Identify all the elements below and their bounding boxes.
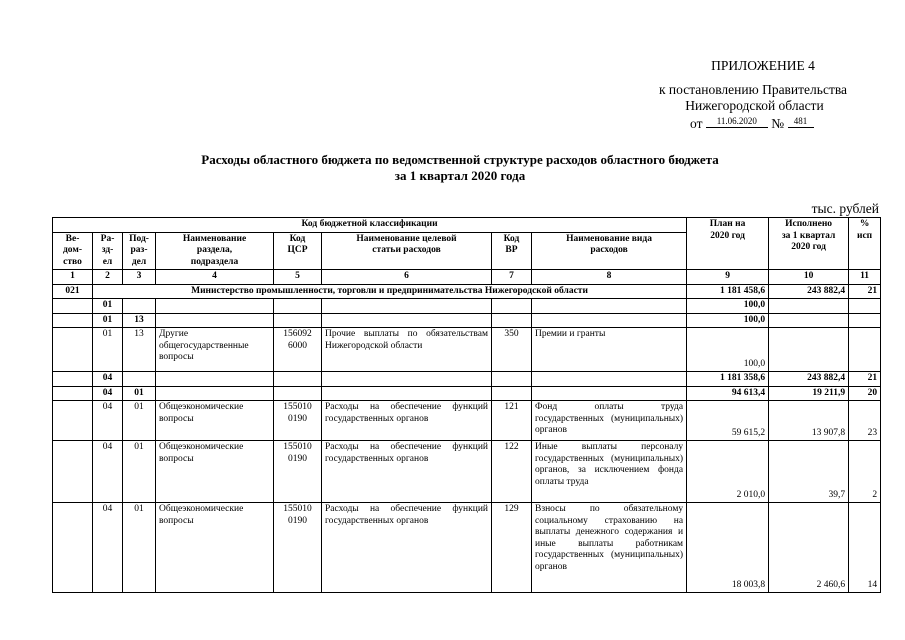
table-row — [53, 313, 881, 328]
vr-cell: 129 — [492, 503, 532, 593]
ministry-plan: 1 181 458,6 — [687, 284, 769, 299]
razdel-cell: 04 — [93, 372, 123, 387]
csr-cell: 155010 0190 — [274, 441, 322, 503]
plan-cell: 1 181 358,6 — [687, 372, 769, 387]
kind-name-cell: Премии и гранты — [532, 328, 687, 372]
plan-cell: 94 613,4 — [687, 386, 769, 401]
col-number: 5 — [274, 270, 322, 285]
target-name-cell — [322, 386, 492, 401]
vedomstvo-cell — [53, 299, 93, 314]
razdel-cell: 01 — [93, 313, 123, 328]
section-name-cell: Общеэкономические вопросы — [156, 503, 274, 593]
done-cell: 2 460,6 — [769, 503, 849, 593]
razdel-cell: 04 — [93, 441, 123, 503]
col-header-vedomstvo: Ве- дом- ство — [53, 232, 93, 270]
section-name-cell — [156, 299, 274, 314]
section-name-cell: Другие общегосударственные вопросы — [156, 328, 274, 372]
section-name-cell — [156, 372, 274, 387]
table-row — [53, 503, 881, 593]
col-header-kind: Наименование вида расходов — [532, 232, 687, 270]
kind-name-cell: Фонд оплаты труда государственных (муниципальных) органов — [532, 401, 687, 441]
table-row — [53, 299, 881, 314]
target-name-cell: Расходы на обеспечение функций государственных органов — [322, 503, 492, 593]
razdel-cell: 01 — [93, 328, 123, 372]
kind-name-cell: Иные выплаты персоналу государственных (муниципальных) органов, за исключением фонда оплаты труда — [532, 441, 687, 503]
col-header-csr: Код ЦСР — [274, 232, 322, 270]
section-name-cell: Общеэкономические вопросы — [156, 441, 274, 503]
appendix-label: ПРИЛОЖЕНИЕ 4 — [711, 58, 815, 73]
units-label: тыс. рублей — [811, 201, 879, 216]
vr-cell — [492, 313, 532, 328]
region-label: Нижегородской области — [685, 98, 824, 113]
vr-cell — [492, 372, 532, 387]
podrazdel-cell: 01 — [123, 503, 156, 593]
csr-cell: 156092 6000 — [274, 328, 322, 372]
plan-cell: 18 003,8 — [687, 503, 769, 593]
plan-cell: 100,0 — [687, 299, 769, 314]
target-name-cell: Прочие выплаты по обязательствам Нижегородской области — [322, 328, 492, 372]
vr-cell: 121 — [492, 401, 532, 441]
vr-cell: 350 — [492, 328, 532, 372]
ministry-name: Министерство промышленности, торговли и предпринимательства Нижегородской области — [93, 284, 687, 299]
kind-name-cell — [532, 372, 687, 387]
resolution-number: 481 — [788, 116, 814, 128]
target-name-cell — [322, 313, 492, 328]
vedomstvo-cell — [53, 328, 93, 372]
col-number: 8 — [532, 270, 687, 285]
target-name-cell: Расходы на обеспечение функций государственных органов — [322, 441, 492, 503]
pct-cell: 21 — [849, 372, 881, 387]
col-header-name: Наименование раздела, подраздела — [156, 232, 274, 270]
kind-name-cell — [532, 299, 687, 314]
target-name-cell: Расходы на обеспечение функций государственных органов — [322, 401, 492, 441]
plan-cell: 59 615,2 — [687, 401, 769, 441]
col-number: 1 — [53, 270, 93, 285]
title-line-2: за 1 квартал 2020 года — [394, 168, 526, 183]
razdel-cell: 01 — [93, 299, 123, 314]
pct-cell: 23 — [849, 401, 881, 441]
section-name-cell: Общеэкономические вопросы — [156, 401, 274, 441]
col-header-target: Наименование целевой статьи расходов — [322, 232, 492, 270]
plan-cell: 100,0 — [687, 328, 769, 372]
vr-cell: 122 — [492, 441, 532, 503]
razdel-cell: 04 — [93, 386, 123, 401]
csr-cell — [274, 299, 322, 314]
vedomstvo-cell — [53, 313, 93, 328]
pct-cell: 14 — [849, 503, 881, 593]
vedomstvo-cell — [53, 372, 93, 387]
ministry-code: 021 — [53, 284, 93, 299]
podrazdel-cell: 01 — [123, 401, 156, 441]
title-line-1: Расходы областного бюджета по ведомственной структуре расходов областного бюджета — [201, 152, 719, 167]
plan-cell: 2 010,0 — [687, 441, 769, 503]
podrazdel-cell — [123, 299, 156, 314]
pct-cell — [849, 313, 881, 328]
table-row — [53, 372, 881, 387]
section-name-cell — [156, 386, 274, 401]
table-row — [53, 386, 881, 401]
csr-cell — [274, 313, 322, 328]
vedomstvo-cell — [53, 441, 93, 503]
razdel-cell: 04 — [93, 503, 123, 593]
col-number: 2 — [93, 270, 123, 285]
podrazdel-cell: 01 — [123, 386, 156, 401]
pct-cell — [849, 299, 881, 314]
vr-cell — [492, 299, 532, 314]
podrazdel-cell — [123, 372, 156, 387]
csr-cell: 155010 0190 — [274, 503, 322, 593]
col-number: 3 — [123, 270, 156, 285]
col-header-plan: План на 2020 год — [687, 218, 769, 270]
pct-cell: 2 — [849, 441, 881, 503]
ministry-row — [53, 284, 881, 299]
done-cell — [769, 313, 849, 328]
col-header-pct: % исп — [849, 218, 881, 270]
page-title — [120, 152, 800, 184]
podrazdel-cell: 13 — [123, 313, 156, 328]
razdel-cell: 04 — [93, 401, 123, 441]
target-name-cell — [322, 299, 492, 314]
col-header-podrazdel: Под- раз- дел — [123, 232, 156, 270]
csr-cell — [274, 372, 322, 387]
vedomstvo-cell — [53, 401, 93, 441]
done-cell — [769, 299, 849, 314]
section-name-cell — [156, 313, 274, 328]
col-number: 6 — [322, 270, 492, 285]
resolution-date: 11.06.2020 — [706, 116, 768, 128]
from-label: от — [690, 116, 703, 131]
vedomstvo-cell — [53, 503, 93, 593]
done-cell: 243 882,4 — [769, 372, 849, 387]
col-header-razdel: Ра- зд- ел — [93, 232, 123, 270]
done-cell — [769, 328, 849, 372]
table-row — [53, 328, 881, 372]
group-header: Код бюджетной классификации — [53, 218, 687, 233]
podrazdel-cell: 13 — [123, 328, 156, 372]
done-cell: 13 907,8 — [769, 401, 849, 441]
col-number: 10 — [769, 270, 849, 285]
plan-cell: 100,0 — [687, 313, 769, 328]
pct-cell — [849, 328, 881, 372]
ministry-done: 243 882,4 — [769, 284, 849, 299]
podrazdel-cell: 01 — [123, 441, 156, 503]
expenses-table — [52, 217, 881, 593]
col-number: 11 — [849, 270, 881, 285]
done-cell: 39,7 — [769, 441, 849, 503]
kind-name-cell: Взносы по обязательному социальному страхованию на выплаты денежного содержания и иные выплаты работникам государственных (муниципальных) органов — [532, 503, 687, 593]
done-cell: 19 211,9 — [769, 386, 849, 401]
col-header-vr: Код ВР — [492, 232, 532, 270]
resolution-label: к постановлению Правительства — [658, 82, 848, 97]
col-number: 9 — [687, 270, 769, 285]
table-row — [53, 441, 881, 503]
table-row — [53, 401, 881, 441]
col-number: 4 — [156, 270, 274, 285]
target-name-cell — [322, 372, 492, 387]
csr-cell — [274, 386, 322, 401]
pct-cell: 20 — [849, 386, 881, 401]
vr-cell — [492, 386, 532, 401]
col-header-done: Исполнено за 1 квартал 2020 год — [769, 218, 849, 270]
resolution-date-line — [690, 116, 814, 132]
col-number: 7 — [492, 270, 532, 285]
ministry-pct: 21 — [849, 284, 881, 299]
kind-name-cell — [532, 386, 687, 401]
csr-cell: 155010 0190 — [274, 401, 322, 441]
vedomstvo-cell — [53, 386, 93, 401]
kind-name-cell — [532, 313, 687, 328]
number-label: № — [771, 116, 785, 131]
